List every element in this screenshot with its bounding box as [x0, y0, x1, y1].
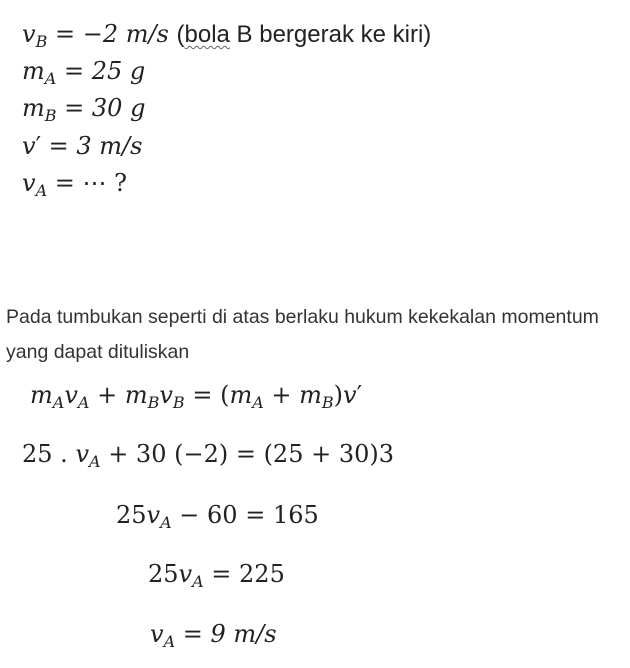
note-word-bola: bola	[184, 21, 230, 48]
eq1-rhs-plus: +	[263, 381, 300, 409]
eq2-rest: + 30 (−2) = (25 + 30)3	[100, 440, 395, 468]
given-mass-b: $m_B = 30$ g	[22, 94, 146, 125]
given-vb-value: −2 m/s	[82, 20, 169, 48]
given-velocity-b: $v_B = -2$ m/s (bola B bergerak ke kiri)	[22, 20, 432, 51]
given-mass-a: $m_A = 25$ g	[22, 57, 146, 88]
given-ma-value: 25 g	[91, 57, 146, 85]
eq1-plus: +	[89, 381, 125, 409]
note-rest: B bergerak ke kiri)	[229, 21, 432, 48]
given-vb-note	[177, 21, 432, 48]
given-velocity-a-unknown: $v_A$ = ⋯ ?	[22, 169, 127, 200]
substitution-step: 25 . $v_A + 30$ (−2) = (25 + 30)3	[22, 440, 395, 471]
eq3-rest: − 60 = 165	[171, 501, 319, 529]
given-va-value: ⋯ ?	[82, 169, 127, 197]
eq4-lead: 25	[148, 560, 179, 588]
eq3-lead: 25	[116, 501, 147, 529]
eq2-lead: 25	[22, 440, 53, 468]
eq1-equals: =	[184, 381, 221, 409]
eq2-dot: .	[52, 440, 76, 468]
note-prefix: (	[176, 21, 185, 48]
simplification-step: $25v_A - 60 = 165$	[116, 501, 319, 532]
given-velocity-prime: v′ = 3 m/s	[22, 132, 143, 160]
momentum-equation: $m_Av_A + m_Bv_B = (m_A + m_B)v'$	[30, 381, 363, 412]
eq5-rest: = 9 m/s	[175, 620, 277, 648]
given-vprime-value: 3 m/s	[76, 132, 143, 160]
eq4-rest: = 225	[203, 560, 285, 588]
final-answer: $v_A = 9$ m/s	[150, 620, 277, 651]
isolation-step: $25v_A = 225$	[148, 560, 285, 591]
explanation-paragraph: Pada tumbukan seperti di atas berlaku hukum kekekalan momentum yang dapat dituliskan	[6, 306, 599, 363]
given-mb-value: 30 g	[91, 94, 146, 122]
